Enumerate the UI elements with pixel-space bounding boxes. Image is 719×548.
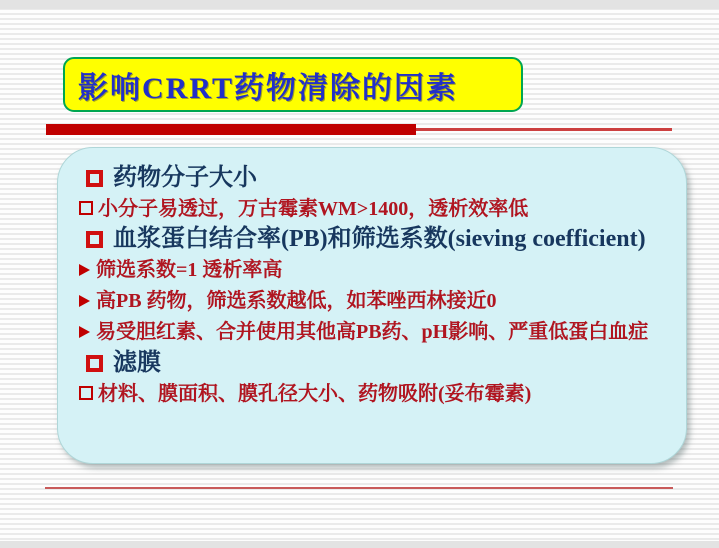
arrow-bullet-icon (79, 326, 90, 338)
list-item (79, 379, 664, 409)
list-item-text: 药物分子大小 (113, 165, 257, 191)
square-bullet-icon (86, 170, 103, 187)
list-item-text: 易受胆红素、合并使用其他高PB药、pH影响、严重低蛋白血症 (96, 321, 649, 343)
slide-title: 影响CRRT药物清除的因素 (78, 71, 458, 105)
list-item (79, 163, 664, 194)
list-item (79, 255, 664, 286)
list-item-text: 滤膜 (113, 350, 161, 376)
list-item-text: 高PB 药物，筛选系数越低，如苯唑西林接近0 (96, 290, 497, 312)
square-bullet-icon (86, 355, 103, 372)
list-item-text: 血浆蛋白结合率(PB)和筛选系数(sieving coefficient) (113, 226, 646, 252)
square-bullet-icon (79, 386, 93, 400)
footer-divider-line (45, 487, 673, 489)
bottom-edge-band (0, 541, 719, 548)
title-underline-thick (46, 124, 416, 135)
list-item (79, 317, 664, 348)
arrow-bullet-icon (79, 295, 90, 307)
slide-title-box (63, 57, 523, 112)
list-item-text: 材料、膜面积、膜孔径大小、药物吸附(妥布霉素) (98, 383, 532, 405)
title-underline-thin (416, 128, 672, 131)
list-item-text: 筛选系数=1 透析率高 (96, 259, 283, 281)
list-item (79, 194, 664, 224)
top-edge-band (0, 0, 719, 9)
content-box (57, 147, 687, 464)
list-item (79, 286, 664, 317)
square-bullet-icon (86, 231, 103, 248)
square-bullet-icon (79, 201, 93, 215)
list-item (79, 224, 664, 255)
arrow-bullet-icon (79, 264, 90, 276)
list-item (79, 348, 664, 379)
list-item-text: 小分子易透过，万古霉素WM>1400，透析效率低 (98, 198, 529, 220)
